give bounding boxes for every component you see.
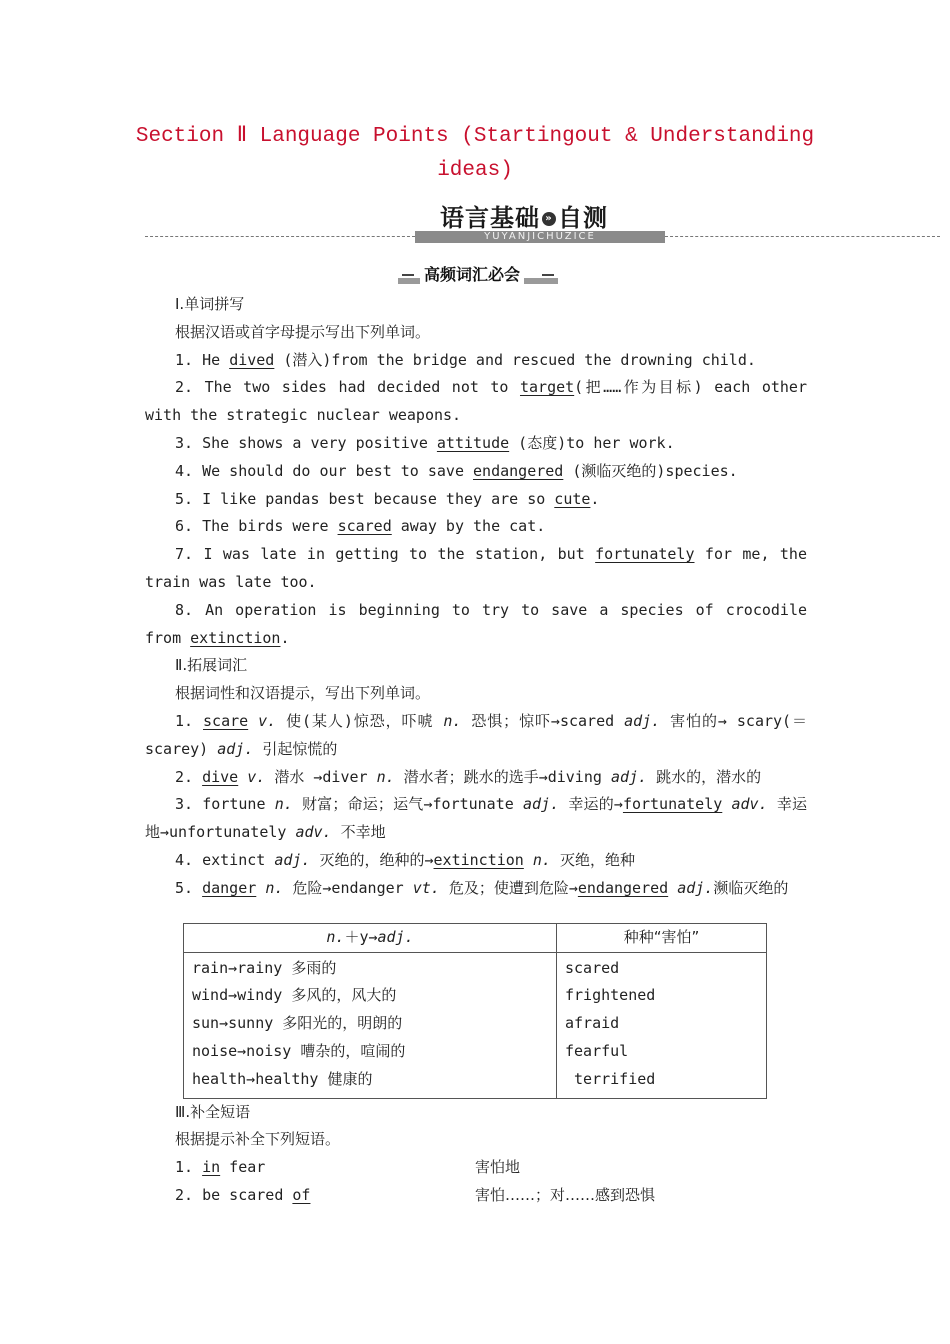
spelling-item — [145, 486, 807, 514]
item-text: 4. extinct — [175, 850, 275, 869]
part-of-speech: adj. — [610, 767, 648, 786]
answer-word: endangered — [473, 461, 564, 480]
item-text: 5. — [175, 878, 203, 897]
fear-word: fearful — [565, 1041, 629, 1060]
part-of-speech: adj. — [677, 878, 714, 897]
item-text — [238, 768, 247, 786]
suffix-word: wind→windy 多风的，风大的 — [192, 986, 397, 1005]
subhead-tick-right — [542, 274, 554, 276]
item-text: 7. I was late in getting to the station, but — [175, 545, 596, 564]
item-text: 灭绝，绝种 — [550, 850, 635, 869]
item-text: 害怕的→ scary(＝scarey) — [145, 711, 808, 758]
vocab-table-header — [184, 923, 767, 952]
title-line-1: Section Ⅱ Language Points (Startingout & Understanding — [135, 125, 815, 148]
section-banner — [0, 198, 950, 248]
part-of-speech: adv. — [295, 823, 332, 842]
item-text: 6. The birds were — [175, 517, 338, 536]
word-family-item — [145, 764, 807, 792]
suffix-word: noise→noisy 嘈杂的，喧闹的 — [192, 1041, 406, 1060]
banner-heading — [440, 198, 608, 233]
item-text: 危及；使遭到危险→ — [439, 878, 578, 897]
chevron-right-icon: » — [542, 212, 556, 226]
phrase-item — [145, 1182, 807, 1210]
item-text: 危险→endanger — [283, 878, 413, 897]
part-of-speech: adv. — [731, 795, 768, 814]
item-text — [524, 851, 533, 869]
item-text — [722, 795, 731, 813]
section1-heading: Ⅰ.单词拼写 — [175, 295, 245, 313]
word-family-list — [145, 708, 807, 903]
banner-dash-right — [665, 236, 940, 237]
answer-word: fortunately — [595, 545, 695, 564]
word-family-item — [145, 847, 807, 875]
item-text: 潜水 →diver — [265, 767, 377, 786]
fear-word: terrified — [565, 1069, 656, 1088]
subhead-label: 高频词汇必会 — [420, 262, 524, 285]
item-text: 4. We should do our best to save — [175, 461, 474, 480]
answer-word: cute — [554, 489, 591, 508]
item-text: 5. I like pandas best because they are so — [175, 489, 555, 508]
answer-word: of — [292, 1185, 311, 1204]
part-of-speech: adj. — [624, 711, 661, 730]
suffix-word: sun→sunny 多阳光的，明朗的 — [192, 1014, 403, 1033]
item-text: 2. be scared — [175, 1185, 293, 1204]
item-text: 不幸地 — [331, 823, 386, 842]
item-text: 引起惊慌的 — [253, 739, 338, 758]
fear-word: afraid — [565, 1014, 620, 1033]
vocab-table — [183, 923, 767, 1099]
header-pos-adj: adj. — [377, 927, 414, 946]
answer-word: scared — [337, 517, 392, 536]
spelling-item — [145, 347, 807, 375]
fear-word: frightened — [565, 986, 656, 1005]
subhead-tick-left — [402, 274, 414, 276]
item-text: 1. He — [175, 350, 230, 369]
part-of-speech: adj. — [523, 795, 560, 814]
item-text: 幸运地→unfortunately — [145, 795, 808, 842]
header-suffix-rule — [184, 923, 557, 952]
phrase-meaning: 害怕……；对……感到恐惧 — [475, 1185, 656, 1204]
item-text: for me, the train was late too. — [145, 545, 807, 591]
item-text: 跳水的，潜水的 — [647, 767, 762, 786]
part-of-speech: n. — [443, 711, 462, 730]
part-of-speech: adj. — [217, 739, 254, 758]
section2-heading: Ⅱ.拓展词汇 — [175, 656, 248, 675]
spelling-item — [145, 458, 807, 486]
phrase-item — [145, 1154, 807, 1182]
item-text: (把……作为目标) each other with the strategic nuclear weapons. — [145, 378, 807, 425]
answer-word: fortunately — [622, 795, 723, 814]
part-of-speech: n. — [376, 767, 395, 786]
banner-dash-left — [145, 236, 415, 237]
item-text: 2. — [175, 767, 203, 786]
item-text: 1. — [175, 1158, 203, 1177]
item-text: away by the cat. — [391, 517, 546, 536]
answer-word: extinction — [433, 850, 524, 869]
title-line-2: ideas) — [437, 159, 513, 182]
answer-word: endangered — [577, 878, 669, 897]
item-text: (濒临灭绝的)species. — [563, 461, 738, 480]
item-text: 1. — [175, 711, 204, 730]
item-text — [256, 879, 265, 897]
answer-word: dive — [202, 767, 239, 786]
phrase-english — [175, 1182, 310, 1210]
fear-word-list — [557, 952, 767, 1098]
banner-heading-left: 语言基础 — [440, 204, 540, 232]
item-text: 3. She shows a very positive — [175, 433, 437, 452]
spelling-item — [145, 541, 807, 597]
phrase-english — [175, 1154, 265, 1182]
suffix-word-list — [184, 952, 557, 1098]
item-text: 幸运的→ — [559, 795, 623, 814]
section3-heading: Ⅲ.补全短语 — [175, 1102, 251, 1121]
answer-word: attitude — [436, 433, 510, 452]
part-of-speech: vt. — [412, 878, 440, 897]
item-text — [668, 879, 677, 897]
section3-instruction: 根据提示补全下列短语。 — [175, 1130, 341, 1149]
item-text: 3. fortune — [175, 795, 275, 814]
banner-pinyin: YUYANJICHUZICE — [415, 231, 665, 243]
item-text: (潜入)from the bridge and rescued the drowning child. — [274, 350, 756, 369]
suffix-word: health→healthy 健康的 — [192, 1069, 373, 1088]
item-text: 潜水者；跳水的选手→diving — [394, 767, 611, 786]
subsection-heading — [398, 262, 558, 284]
section2-instruction: 根据词性和汉语提示，写出下列单词。 — [175, 684, 431, 703]
answer-word: target — [519, 378, 575, 397]
item-text: 恐惧；惊吓→scared — [461, 711, 625, 730]
word-family-item — [145, 791, 807, 847]
part-of-speech: n. — [265, 878, 284, 897]
answer-word: danger — [202, 878, 257, 897]
answer-word: dived — [229, 350, 275, 369]
spelling-list — [145, 347, 807, 653]
item-text: (态度)to her work. — [509, 433, 675, 452]
part-of-speech: adj. — [274, 850, 311, 869]
part-of-speech: n. — [274, 795, 293, 814]
header-fear-words: 种种“害怕” — [557, 923, 767, 952]
phrase-list — [145, 1154, 807, 1210]
word-family-item — [145, 875, 807, 903]
banner-heading-right: 自测 — [558, 204, 608, 232]
suffix-word: rain→rainy 多雨的 — [192, 958, 337, 977]
answer-word: in — [202, 1158, 221, 1177]
header-pos-n: n. — [326, 927, 345, 946]
header-suffix: ＋y→ — [344, 927, 378, 946]
item-text: 使(某人)惊恐，吓唬 — [276, 711, 444, 730]
item-text: 濒临灭绝的 — [713, 878, 789, 897]
item-text: 8. An operation is beginning to try to save a species of crocodile from — [145, 600, 807, 647]
item-text: 灭绝的，绝种的→ — [310, 850, 434, 869]
part-of-speech: v. — [247, 767, 266, 786]
spelling-item — [145, 374, 807, 430]
section1-instruction: 根据汉语或首字母提示写出下列单词。 — [175, 322, 431, 341]
spelling-item — [145, 513, 807, 541]
answer-word: extinction — [190, 628, 281, 647]
item-text — [248, 712, 258, 730]
page-title — [130, 120, 820, 188]
fear-word: scared — [565, 958, 620, 977]
phrase-meaning: 害怕地 — [475, 1158, 521, 1177]
vocab-table-body — [184, 952, 767, 1098]
spelling-item — [145, 430, 807, 458]
word-family-item — [145, 708, 807, 764]
part-of-speech: n. — [532, 850, 551, 869]
item-text: 财富；命运；运气→fortunate — [292, 795, 523, 814]
item-text: 2. The two sides had decided not to — [175, 378, 520, 397]
part-of-speech: v. — [258, 711, 277, 730]
answer-word: scare — [203, 711, 249, 730]
item-text: fear — [220, 1158, 266, 1177]
item-text: . — [280, 628, 290, 647]
item-text: . — [590, 489, 600, 508]
worksheet-content — [145, 291, 807, 1210]
spelling-item — [145, 597, 807, 653]
